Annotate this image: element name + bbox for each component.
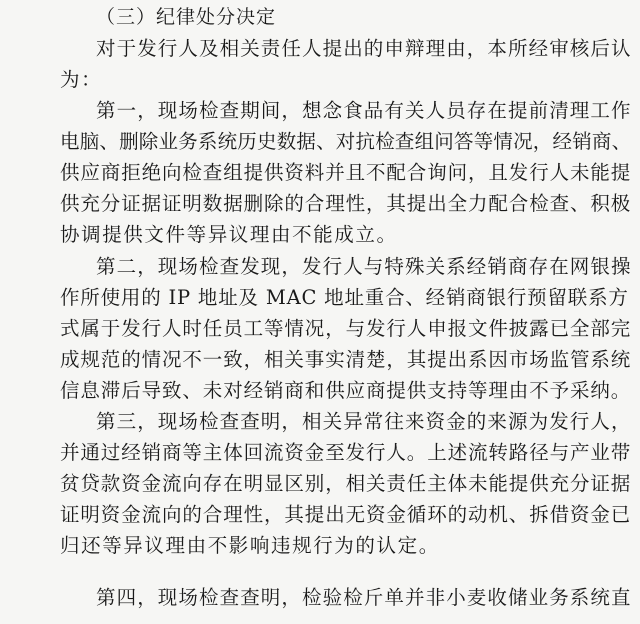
paragraph-line: 第二，现场检查发现，发行人与特殊关系经销商存在网银操 (96, 255, 632, 278)
paragraph-line: 信息滞后导致、未对经销商和供应商提供支持等理由不予采纳。 (60, 379, 632, 402)
paragraph-line: 供应商拒绝向检查组提供资料并且不配合询问，且发行人未能提 (60, 161, 632, 184)
paragraph-line: 供充分证据证明数据删除的合理性，其提出全力配合检查、积极 (60, 192, 632, 215)
paragraph-line: 第一，现场检查期间，想念食品有关人员存在提前清理工作 (96, 99, 632, 122)
paragraph-line: 第三，现场检查查明，相关异常往来资金的来源为发行人， (96, 410, 632, 433)
paragraph-line: 协调提供文件等异议理由不能成立。 (60, 223, 398, 246)
paragraph-line: 电脑、删除业务系统历史数据、对抗检查组问答等情况，经销商、 (60, 130, 632, 153)
paragraph-line: 对于发行人及相关责任人提出的申辩理由，本所经审核后认 (96, 37, 632, 60)
paragraph-line: 作所使用的 IP 地址及 MAC 地址重合、经销商银行预留联系方 (60, 286, 629, 309)
paragraph-line: 并通过经销商等主体回流资金至发行人。上述流转路径与产业带 (60, 441, 632, 464)
paragraph-line: 为： (60, 68, 103, 91)
paragraph-line: 证明资金流向的合理性，其提出无资金循环的动机、拆借资金已 (60, 503, 632, 526)
paragraph-line: 第四，现场检查查明，检验检斤单并非小麦收储业务系统直 (96, 586, 632, 609)
paragraph-line: 式属于发行人时任员工等情况，与发行人申报文件披露已全部完 (60, 317, 632, 340)
paragraph-line: 归还等异议理由不影响违规行为的认定。 (60, 534, 440, 557)
section-title: （三）纪律处分决定 (96, 6, 277, 28)
paragraph-line: 成规范的情况不一致，相关事实清楚，其提出系因市场监管系统 (60, 348, 632, 371)
paragraph-line: 贫贷款资金流向存在明显区别，相关责任主体未能提供充分证据 (60, 472, 632, 495)
